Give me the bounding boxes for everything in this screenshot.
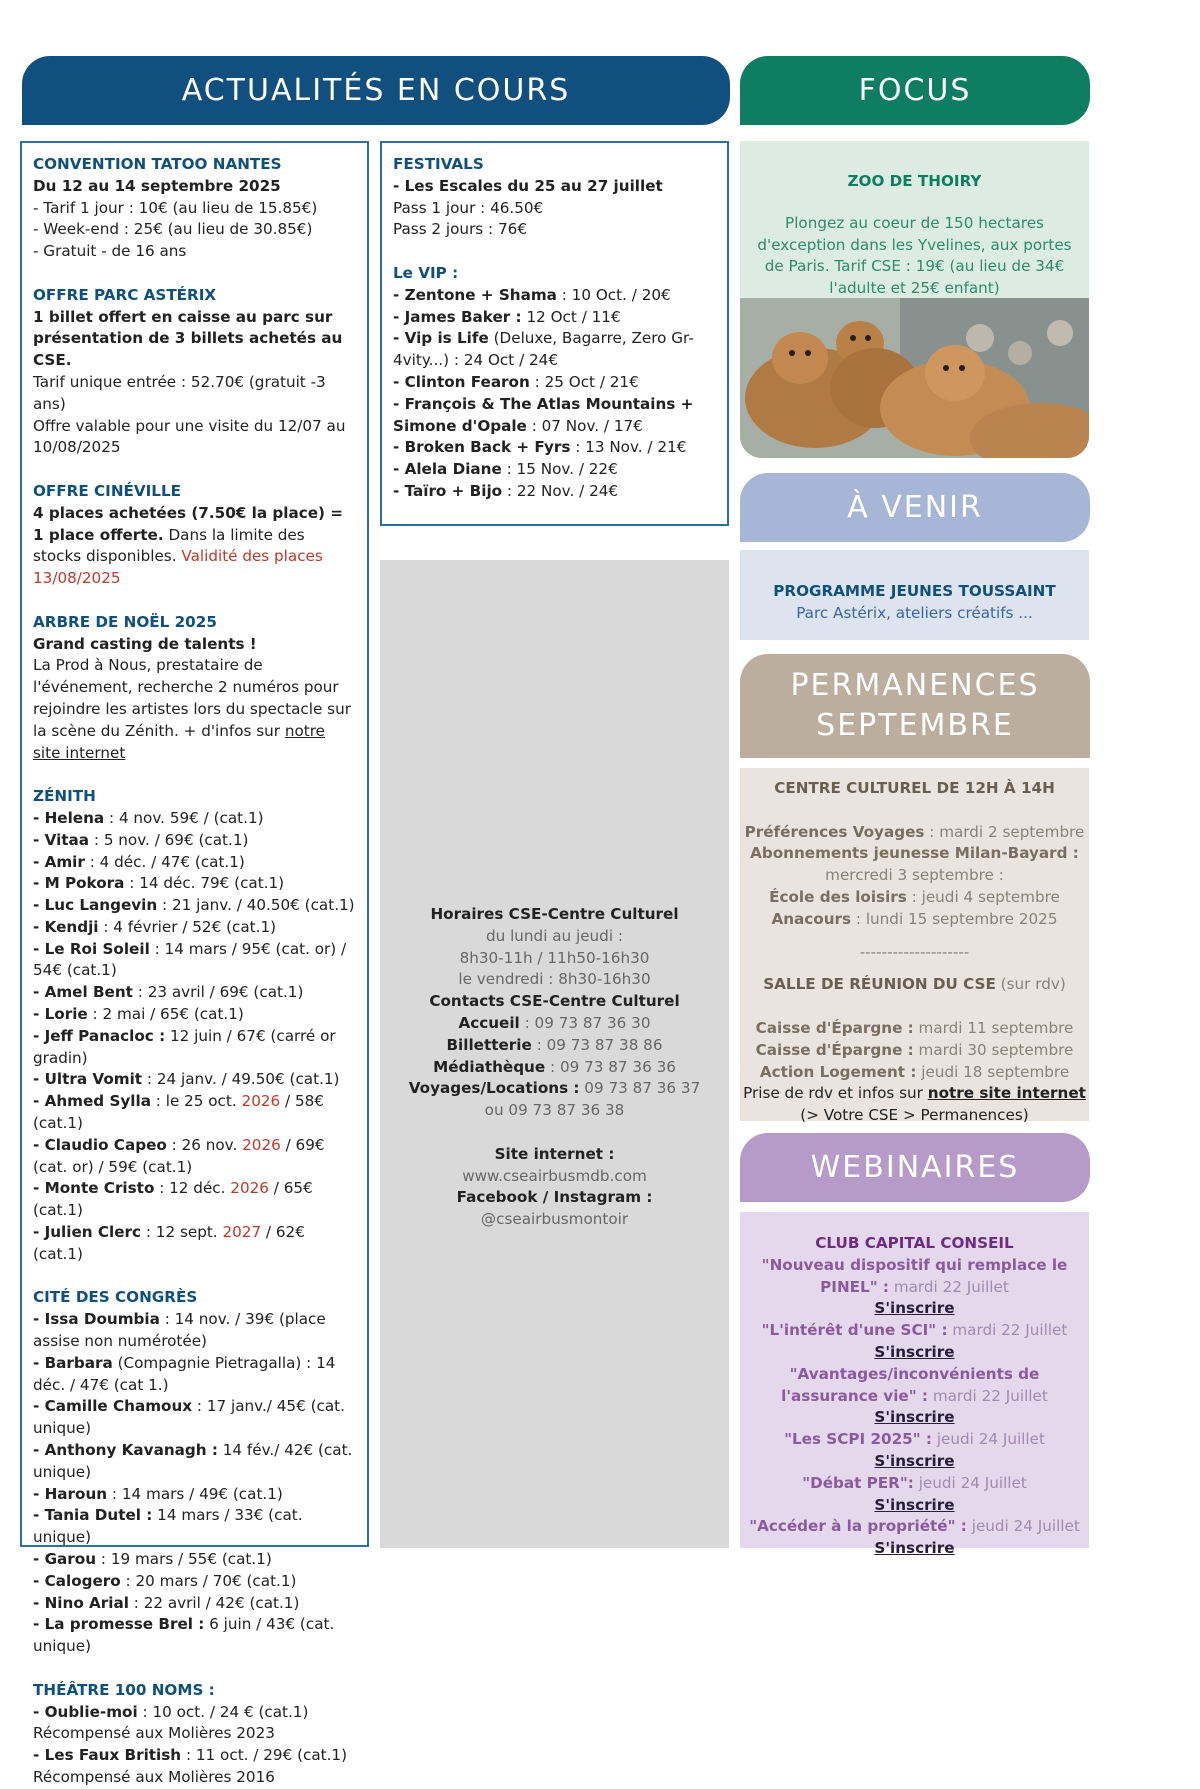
webinar-item (740, 1473, 1089, 1495)
event-details: : 20 mars / 70€ (cat.1) (120, 1571, 297, 1590)
permanence-date: : jeudi 4 septembre (906, 887, 1060, 906)
artist-name: - Amel Bent (33, 983, 133, 1002)
artist-name: - Jeff Panacloc : (33, 1026, 166, 1045)
webinar-title: "Débat PER": (802, 1473, 914, 1492)
award-note: Récompensé aux Molières 2016 (33, 1767, 275, 1786)
artist-name: - Broken Back + Fyrs (393, 438, 571, 457)
event-details: (Deluxe, Bagarre, Zero Gr-4vity...) : 24 Oct / 24€ (393, 329, 694, 370)
congres-item (33, 1549, 356, 1571)
a-venir-header (740, 473, 1090, 542)
register-link[interactable]: S'inscrire (874, 1408, 955, 1427)
alt-phone: ou 09 73 87 36 38 (484, 1101, 625, 1120)
congres-item (33, 1593, 356, 1615)
webinar-title: "Nouveau dispositif qui remplace le PINEL" : (761, 1255, 1068, 1296)
contact-phone: : 09 73 87 38 86 (531, 1035, 663, 1054)
escales-pass-2: Pass 2 jours : 76€ (393, 220, 527, 239)
contact-label: Accueil (458, 1013, 520, 1032)
event-details: : 4 nov. 59€ / (cat.1) (104, 808, 264, 827)
webinar-title: "Avantages/inconvénients de l'assurance vie" : (781, 1364, 1040, 1405)
permanence-label: École des loisirs (769, 887, 907, 906)
salle-list (740, 1018, 1089, 1083)
webinar-date: jeudi 24 Juillet (913, 1473, 1027, 1492)
salle-item (740, 1018, 1089, 1040)
artist-name: - Kendji (33, 917, 99, 936)
contact-item (380, 1078, 729, 1100)
congres-item (33, 1440, 356, 1484)
vip-item (393, 394, 716, 438)
artist-name: - Ultra Vomit (33, 1070, 143, 1089)
permanence-label: Abonnements jeunesse Milan-Bayard : (750, 844, 1079, 863)
event-details: : 2 mai / 65€ (cat.1) (87, 1005, 244, 1024)
webinar-item (740, 1320, 1089, 1342)
zenith-list (33, 808, 356, 1266)
horaires-line-1: du lundi au jeudi : (485, 926, 623, 945)
artist-name: - James Baker : (393, 307, 522, 326)
asterix-price: Tarif unique entrée : 52.70€ (gratuit -3 ans) (33, 372, 326, 413)
event-details: : 07 Nov. / 17€ (526, 416, 643, 435)
artist-name: - François & The Atlas Mountains + Simone d'Opale (393, 394, 694, 435)
contact-list (380, 1013, 729, 1100)
centre-list (740, 822, 1089, 931)
contact-label: Voyages/Locations : (408, 1079, 580, 1098)
event-price: / 58€ (cat.1) (33, 1092, 324, 1133)
zoo-text: Plongez au coeur de 150 hectares d'exception dans les Yvelines, aux portes de Paris. Tarif CSE : 19€ (au lieu de 34€ l'adulte et 25€ enfant) (757, 213, 1072, 298)
cineville-text: Dans la limite des stocks disponibles. (33, 525, 305, 566)
permanence-date: : mardi 2 septembre (924, 822, 1085, 841)
theatre-section (33, 1680, 356, 1789)
salle-item (740, 1062, 1089, 1084)
asterix-offer: 1 billet offert en caisse au parc sur présentation de 3 billets achetés au CSE. (33, 307, 343, 370)
permanences-header (740, 654, 1090, 758)
register-link[interactable]: S'inscrire (874, 1539, 955, 1558)
webinar-item (740, 1255, 1089, 1299)
vip-title: Le VIP : (393, 263, 459, 282)
artist-name: - Nino Arial (33, 1593, 129, 1612)
artist-name: - Taïro + Bijo (393, 481, 503, 500)
artist-name: - Calogero (33, 1571, 121, 1590)
zenith-item (33, 1135, 356, 1179)
contacts-title: Contacts CSE-Centre Culturel (429, 992, 680, 1011)
rdv-site-link[interactable]: notre site internet (927, 1084, 1086, 1103)
webinaires-panel (740, 1212, 1089, 1558)
play-name: - Oublie-moi (33, 1702, 138, 1721)
site-url[interactable]: www.cseairbusmdb.com (462, 1166, 647, 1185)
zenith-item (33, 1004, 356, 1026)
permanences-panel (740, 768, 1089, 1125)
separator: -------------------- (859, 942, 970, 961)
permanence-label: Caisse d'Épargne : (755, 1040, 914, 1059)
artist-name: - Luc Langevin (33, 896, 158, 915)
programme-text: Parc Astérix, ateliers créatifs ... (796, 603, 1033, 622)
congres-item (33, 1571, 356, 1593)
register-link[interactable]: S'inscrire (874, 1299, 955, 1318)
zenith-item (33, 830, 356, 852)
artist-name: - Haroun (33, 1484, 108, 1503)
play-name: - Les Faux British (33, 1746, 182, 1765)
zenith-item (33, 895, 356, 917)
webinar-item (740, 1429, 1089, 1451)
vip-item (393, 285, 716, 307)
event-details: 12 juin / 67€ (carré or gradin) (33, 1026, 336, 1067)
congres-item (33, 1505, 356, 1549)
artist-name: - Amir (33, 852, 85, 871)
webinaires-header (740, 1133, 1090, 1202)
event-details: : 14 nov. / 39€ (place assise non numérotée) (33, 1310, 326, 1351)
noel-section (33, 612, 356, 765)
zenith-item (33, 1026, 356, 1070)
event-details: : le 25 oct. (150, 1092, 242, 1111)
vip-item (393, 437, 716, 459)
artist-name: - Anthony Kavanagh : (33, 1441, 218, 1460)
event-details: : 14 mars / 95€ (cat. or) / 54€ (cat.1) (33, 939, 347, 980)
centre-title: CENTRE CULTUREL DE 12H À 14H (774, 779, 1055, 797)
webinar-item (740, 1516, 1089, 1538)
cineville-validity: Validité des places 13/08/2025 (33, 547, 323, 588)
cineville-offer: 4 places achetées (7.50€ la place) = 1 place offerte. (33, 503, 343, 544)
escales-pass-1: Pass 1 jour : 46.50€ (393, 198, 544, 217)
webinar-title: "Accéder à la propriété" : (749, 1517, 967, 1536)
congres-item (33, 1614, 356, 1658)
programme-title: PROGRAMME JEUNES TOUSSAINT (773, 582, 1056, 600)
event-details: : 10 oct. / 24 € (cat.1) (137, 1702, 309, 1721)
event-details: : 10 Oct. / 20€ (556, 285, 671, 304)
register-link[interactable]: S'inscrire (874, 1451, 955, 1470)
social-title: Facebook / Instagram : (456, 1188, 653, 1207)
horaires-line-3: le vendredi : 8h30-16h30 (458, 970, 651, 989)
tatoo-section (33, 154, 356, 263)
congres-item (33, 1309, 356, 1353)
register-link[interactable]: S'inscrire (874, 1495, 955, 1514)
vip-item (393, 328, 716, 372)
zenith-item (33, 808, 356, 830)
permanence-label: Caisse d'Épargne : (755, 1018, 914, 1037)
theatre-list (33, 1702, 356, 1789)
tatoo-dates: Du 12 au 14 septembre 2025 (33, 176, 281, 195)
permanence-item (740, 887, 1089, 909)
webinaires-title: WEBINAIRES (810, 1150, 1020, 1185)
asterix-section (33, 285, 356, 459)
contact-item (380, 1013, 729, 1035)
rdv-text: Prise de rdv et infos sur (743, 1084, 928, 1103)
festivals-section (393, 154, 716, 241)
event-details: 14 fév./ 42€ (cat. unique) (33, 1441, 353, 1481)
artist-name: - Garou (33, 1550, 97, 1568)
artist-name: - Vitaa (33, 830, 90, 849)
artist-name: - Camille Chamoux (33, 1397, 193, 1416)
webinar-title: "L'intérêt d'une SCI" : (761, 1321, 948, 1340)
event-details: : 14 déc. 79€ (cat.1) (124, 874, 285, 893)
event-details: : 21 janv. / 40.50€ (cat.1) (157, 896, 355, 915)
permanence-date: : lundi 15 septembre 2025 (851, 909, 1058, 928)
artist-name: - Helena (33, 808, 105, 827)
webinar-date: mardi 22 Juillet (889, 1277, 1009, 1296)
event-details: : 11 oct. / 29€ (cat.1) (181, 1746, 348, 1765)
permanence-label: Préférences Voyages (744, 822, 925, 841)
event-details: : 5 nov. / 69€ (cat.1) (89, 830, 249, 849)
permanence-date: jeudi 18 septembre (916, 1062, 1070, 1081)
event-details: : 4 déc. / 47€ (cat.1) (84, 852, 245, 871)
noel-headline: Grand casting de talents ! (33, 634, 257, 653)
site-title: Site internet : (494, 1144, 615, 1163)
permanence-item (740, 909, 1089, 931)
asterix-title: OFFRE PARC ASTÉRIX (33, 285, 217, 304)
webinar-date: mardi 22 Juillet (947, 1321, 1068, 1340)
event-details: : 19 mars / 55€ (cat.1) (96, 1550, 272, 1568)
actualites-column-2 (380, 141, 729, 526)
cineville-section (33, 481, 356, 590)
contact-panel (380, 560, 729, 1548)
event-details: : 15 Nov. / 22€ (501, 460, 618, 479)
salle-note: (sur rdv) (995, 975, 1066, 994)
artist-name: - Issa Doumbia (33, 1310, 160, 1329)
webinar-date: jeudi 24 Juillet (966, 1517, 1080, 1536)
artist-name: - La promesse Brel : (33, 1615, 205, 1634)
festivals-title: FESTIVALS (393, 155, 484, 173)
event-details: : 12 sept. (141, 1223, 223, 1242)
event-year: 2026 (242, 1135, 281, 1154)
zenith-item (33, 1222, 356, 1266)
permanence-date: mercredi 3 septembre : (825, 866, 1004, 885)
vip-list (393, 285, 716, 503)
congres-list (33, 1309, 356, 1658)
salle-item (740, 1040, 1089, 1062)
event-details: 14 mars / 33€ (cat. unique) (33, 1506, 303, 1547)
permanence-date: mardi 11 septembre (913, 1018, 1074, 1037)
social-handle[interactable]: @cseairbusmontoir (480, 1210, 629, 1229)
event-year: 2026 (230, 1179, 269, 1198)
a-venir-panel (740, 550, 1089, 640)
focus-title: FOCUS (858, 73, 972, 108)
congres-item (33, 1353, 356, 1397)
webinar-item (740, 1364, 1089, 1408)
tatoo-price-1: - Tarif 1 jour : 10€ (au lieu de 15.85€) (33, 198, 318, 217)
webinar-title: "Les SCPI 2025" : (784, 1430, 932, 1449)
event-details: : 24 janv. / 49.50€ (cat.1) (142, 1070, 340, 1089)
contact-label: Billetterie (446, 1035, 532, 1054)
noel-site-link[interactable]: notre site internet (33, 721, 326, 762)
escales-title: - Les Escales du 25 au 27 juillet (393, 176, 663, 195)
zenith-item (33, 917, 356, 939)
permanence-item (740, 822, 1089, 844)
contact-phone: 09 73 87 36 37 (579, 1079, 701, 1098)
horaires-title: Horaires CSE-Centre Culturel (430, 905, 679, 923)
vip-item (393, 459, 716, 481)
event-details: 6 juin / 43€ (cat. unique) (33, 1615, 335, 1656)
congres-section (33, 1287, 356, 1658)
zenith-item (33, 1069, 356, 1091)
event-details: 12 Oct / 11€ (521, 307, 621, 326)
contact-item (380, 1057, 729, 1079)
permanences-title-1: PERMANENCES (790, 668, 1040, 703)
vip-item (393, 307, 716, 329)
a-venir-title: À VENIR (847, 490, 983, 525)
vip-item (393, 481, 716, 503)
congres-item (33, 1396, 356, 1440)
salle-title: SALLE DE RÉUNION DU CSE (763, 975, 996, 994)
artist-name: - Zentone + Shama (393, 285, 557, 304)
theatre-item (33, 1702, 356, 1724)
theatre-item (33, 1745, 356, 1767)
event-details: : 25 Oct / 21€ (529, 372, 639, 391)
webinar-date: mardi 22 Juillet (928, 1386, 1048, 1405)
event-price: / 69€ (cat. or) / 59€ (cat.1) (33, 1135, 325, 1176)
event-details: (Compagnie Pietragalla) : 14 déc. / 47€ (cat 1.) (33, 1353, 336, 1394)
artist-name: - Le Roi Soleil (33, 939, 150, 958)
artist-name: - M Pokora (33, 874, 125, 893)
congres-item (33, 1484, 356, 1506)
event-details: : 17 janv./ 45€ (cat. unique) (33, 1397, 345, 1438)
artist-name: - Clinton Fearon (393, 372, 530, 391)
artist-name: - Monte Cristo (33, 1179, 155, 1198)
contact-label: Médiathèque (433, 1057, 546, 1076)
tatoo-title: CONVENTION TATOO NANTES (33, 155, 282, 173)
contact-phone: : 09 73 87 36 30 (519, 1013, 651, 1032)
zenith-item (33, 1178, 356, 1222)
permanence-label: Action Logement : (759, 1062, 917, 1081)
event-details: : 14 mars / 49€ (cat.1) (107, 1484, 283, 1503)
webinar-date: jeudi 24 Juillet (932, 1430, 1045, 1449)
event-details: : 22 Nov. / 24€ (502, 481, 619, 500)
artist-name: - Lorie (33, 1005, 88, 1024)
noel-title: ARBRE DE NOËL 2025 (33, 612, 217, 631)
event-year: 2027 (222, 1223, 262, 1242)
award-note: Récompensé aux Molières 2023 (33, 1724, 275, 1743)
register-link[interactable]: S'inscrire (874, 1342, 955, 1361)
permanences-path: (> Votre CSE > Permanences) (800, 1106, 1029, 1125)
zenith-item (33, 852, 356, 874)
actualites-column-1 (20, 141, 369, 1786)
zenith-item (33, 982, 356, 1004)
cineville-title: OFFRE CINÉVILLE (33, 481, 182, 500)
event-details: : 23 avril / 69€ (cat.1) (132, 983, 304, 1002)
artist-name: - Vip is Life (393, 329, 489, 348)
asterix-validity: Offre valable pour une visite du 12/07 au 10/08/2025 (33, 416, 346, 457)
zoo-title: ZOO DE THOIRY (847, 172, 982, 190)
permanence-label: Anacours (771, 909, 852, 928)
event-year: 2026 (241, 1092, 281, 1111)
zenith-item (33, 1091, 356, 1135)
contact-phone: : 09 73 87 36 36 (545, 1057, 676, 1076)
event-details: : 13 Nov. / 21€ (570, 438, 687, 457)
lion-cubs-illustration (740, 298, 1089, 458)
contact-item (380, 1035, 729, 1057)
artist-name: - Tania Dutel : (33, 1506, 153, 1525)
noel-text: La Prod à Nous, prestataire de l'événement, recherche 2 numéros pour rejoindre les artistes lors du spectacle sur la scène du Zénith. + d'infos sur (33, 656, 351, 740)
vip-section (393, 263, 716, 503)
horaires-line-2: 8h30-11h / 11h50-16h30 (459, 948, 650, 967)
artist-name: - Julien Clerc (33, 1223, 142, 1242)
artist-name: - Claudio Capeo (33, 1135, 167, 1154)
vip-item (393, 372, 716, 394)
artist-name: - Alela Diane (393, 460, 502, 479)
event-details: : 26 nov. (166, 1135, 243, 1154)
zenith-section (33, 786, 356, 1266)
theatre-title: THÉÂTRE 100 NOMS : (33, 1680, 215, 1699)
event-price: / 62€ (cat.1) (33, 1223, 305, 1263)
club-title: CLUB CAPITAL CONSEIL (815, 1234, 1014, 1252)
congres-title: CITÉ DES CONGRÈS (33, 1288, 198, 1307)
permanence-item (740, 843, 1089, 887)
webinar-list (740, 1255, 1089, 1560)
event-price: / 65€ (cat.1) (33, 1179, 313, 1220)
event-details: : 12 déc. (154, 1179, 231, 1198)
actualites-title: ACTUALITÉS EN COURS (181, 73, 571, 108)
permanence-date: mardi 30 septembre (913, 1040, 1074, 1059)
zenith-title: ZÉNITH (33, 787, 96, 806)
zoo-photo (740, 298, 1089, 458)
focus-header (740, 56, 1090, 125)
zenith-item (33, 939, 356, 983)
tatoo-price-3: - Gratuit - de 16 ans (33, 242, 187, 261)
event-details: : 22 avril / 42€ (cat.1) (128, 1593, 300, 1612)
artist-name: - Barbara (33, 1353, 113, 1372)
tatoo-price-2: - Week-end : 25€ (au lieu de 30.85€) (33, 220, 313, 239)
event-details: : 4 février / 52€ (cat.1) (98, 917, 277, 936)
zenith-item (33, 873, 356, 895)
artist-name: - Ahmed Sylla (33, 1092, 151, 1111)
permanences-title-2: SEPTEMBRE (816, 708, 1014, 743)
actualites-header (22, 56, 730, 125)
focus-panel (740, 141, 1089, 301)
